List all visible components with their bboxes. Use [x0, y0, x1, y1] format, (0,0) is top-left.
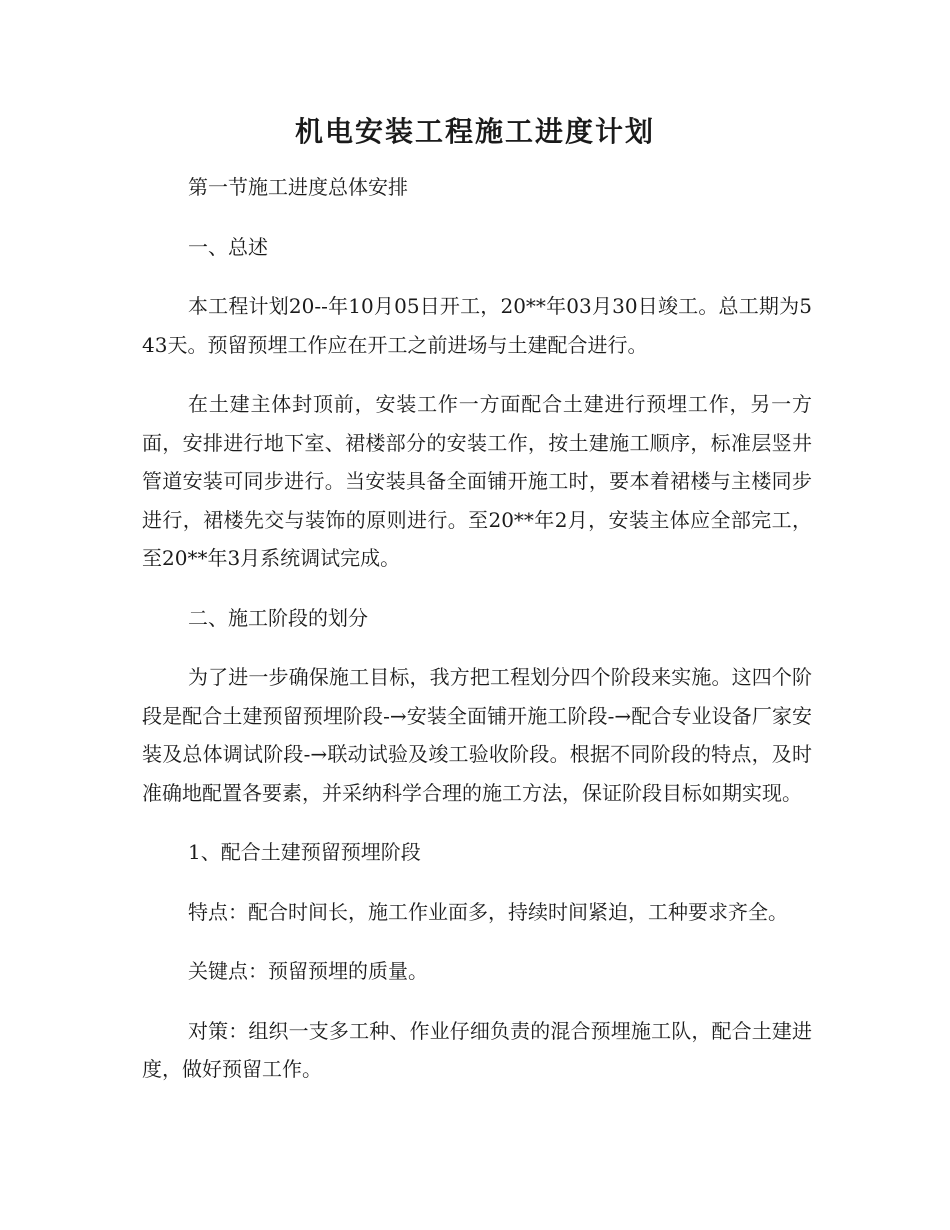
subsection-heading-stages: 二、施工阶段的划分	[188, 605, 368, 630]
section-heading: 第一节施工进度总体安排	[188, 175, 408, 199]
document-title: 机电安装工程施工进度计划	[294, 115, 655, 148]
paragraph-schedule: 本工程计划20--年10月05日开工，20**年03月30日竣工。总工期为543天。预留预埋工作应在开工之前进场与土建配合进行。	[142, 294, 812, 357]
paragraph-countermeasure: 对策：组织一支多工种、作业仔细负责的混合预埋施工队，配合土建进度，做好预留工作。	[142, 1018, 812, 1081]
paragraph-arrangement: 在土建主体封顶前，安装工作一方面配合土建进行预埋工作，另一方面，安排进行地下室、裙楼部分的安装工作，按土建施工顺序，标准层竖井管道安装可同步进行。当安装具备全面铺开施工时，要本着裙楼与主楼同步进行，裙楼先交与装饰的原则进行。至20**年2月，安装主体应全部完工，至20**年3月系统调试完成。	[142, 392, 812, 570]
paragraph-features: 特点：配合时间长，施工作业面多，持续时间紧迫，工种要求齐全。	[188, 899, 788, 924]
document-body	[142, 168, 812, 1110]
paragraph-stages: 为了进一步确保施工目标，我方把工程划分四个阶段来实施。这四个阶段是配合土建预留预埋阶段-→安装全面铺开施工阶段-→配合专业设备厂家安装及总体调试阶段-→联动试验及竣工验收阶段。根据不同阶段的特点，及时准确地配置各要素，并采纳科学合理的施工方法，保证阶段目标如期实现。	[142, 665, 812, 805]
paragraph-key-point: 关键点：预留预埋的质量。	[188, 959, 428, 983]
subsection-heading-overview: 一、总述	[188, 234, 268, 259]
stage-heading-1: 1、配合土建预留预埋阶段	[188, 840, 421, 864]
